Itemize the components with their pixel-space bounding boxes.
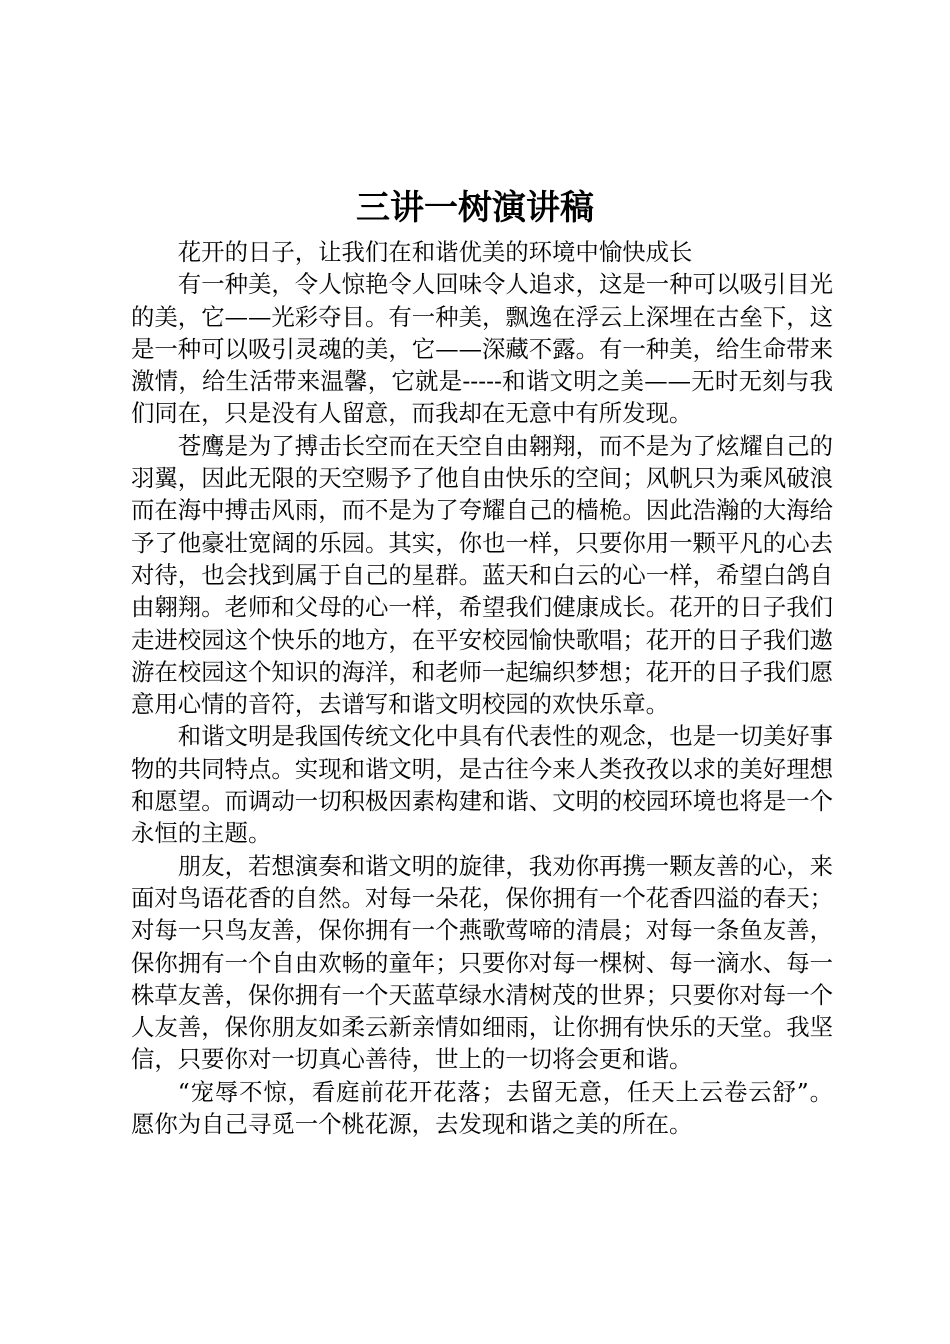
document-body: [131, 236, 833, 1140]
paragraph: 朋友，若想演奏和谐文明的旋律，我劝你再携一颗友善的心，来面对鸟语花香的自然。对每一朵花，保你拥有一个花香四溢的春天；对每一只鸟友善，保你拥有一个燕歌莺啼的清晨；对每一条鱼友善，保你拥有一个自由欢畅的童年；只要你对每一棵树、每一滴水、每一株草友善，保你拥有一个天蓝草绿水清树茂的世界；只要你对每一个人友善，保你朋友如柔云新亲情如细雨，让你拥有快乐的天堂。我坚信，只要你对一切真心善待，世上的一切将会更和谐。: [131, 851, 833, 1074]
paragraph-subtitle: 花开的日子，让我们在和谐优美的环境中愉快成长: [177, 238, 693, 266]
paragraph: 有一种美，令人惊艳令人回味令人追求，这是一种可以吸引目光的美，它——光彩夺目。有一种美，飘逸在浮云上深埋在古垒下，这是一种可以吸引灵魂的美，它——深藏不露。有一种美，给生命带来激情，给生活带来温馨，它就是-----和谐文明之美——无时无刻与我们同在，只是没有人留意，而我却在无意中有所发现。: [131, 270, 833, 428]
document-title: 三讲一树演讲稿: [356, 188, 594, 228]
paragraph: 苍鹰是为了搏击长空而在天空自由翱翔，而不是为了炫耀自己的羽翼，因此无限的天空赐予了他自由快乐的空间；风帆只为乘风破浪而在海中搏击风雨，而不是为了夸耀自己的樯桅。因此浩瀚的大海给予了他豪壮宽阔的乐园。其实，你也一样，只要你用一颗平凡的心去对待，也会找到属于自己的星群。蓝天和白云的心一样，希望白鸽自由翱翔。老师和父母的心一样，希望我们健康成长。花开的日子我们走进校园这个快乐的地方，在平安校园愉快歌唱；花开的日子我们遨游在校园这个知识的海洋，和老师一起编织梦想；花开的日子我们愿意用心情的音符，去谱写和谐文明校园的欢快乐章。: [131, 431, 833, 719]
paragraph: “宠辱不惊，看庭前花开花落；去留无意，任天上云卷云舒”。愿你为自己寻觅一个桃花源，去发现和谐之美的所在。: [131, 1077, 833, 1139]
paragraph: 和谐文明是我国传统文化中具有代表性的观念，也是一切美好事物的共同特点。实现和谐文明，是古往今来人类孜孜以求的美好理想和愿望。而调动一切积极因素构建和谐、文明的校园环境也将是一个永恒的主题。: [131, 722, 833, 848]
